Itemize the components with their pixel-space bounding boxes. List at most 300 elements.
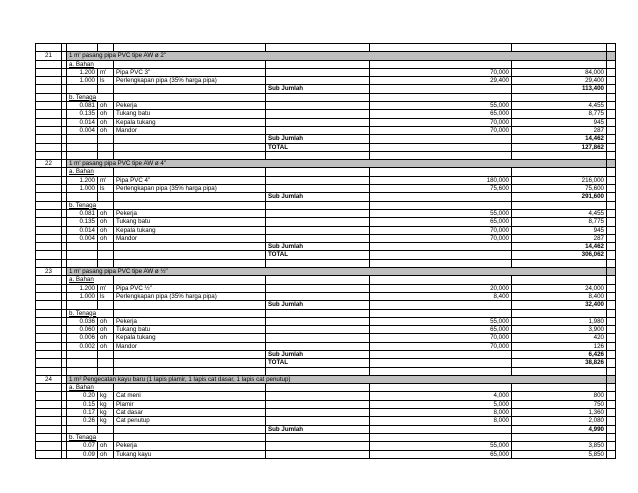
component-name: Perlengkapan pipa (35% harga pipa) [114, 292, 266, 300]
empty-cell [114, 193, 266, 201]
empty-cell [607, 425, 616, 433]
empty-cell [36, 276, 62, 284]
unit-price: 70,000 [370, 234, 512, 242]
unit-price: 65,000 [370, 450, 512, 458]
coefficient: 1.000 [67, 77, 98, 85]
empty-cell [370, 201, 512, 209]
total-value: 306,062 [512, 251, 607, 259]
subtotal-row [36, 243, 616, 251]
empty-cell [266, 259, 370, 267]
empty-cell [67, 350, 98, 358]
empty-cell [114, 93, 266, 101]
empty-cell [607, 234, 616, 242]
empty-cell [67, 143, 98, 151]
empty-cell [607, 367, 616, 375]
unit: oh [98, 234, 114, 242]
coefficient: 1.200 [67, 284, 98, 292]
empty-cell [36, 60, 62, 68]
subtotal-value: 14,462 [512, 135, 607, 143]
subtotal-value: 14,462 [512, 243, 607, 251]
empty-cell [98, 151, 114, 159]
unit-price: 20,000 [370, 284, 512, 292]
empty-cell [36, 185, 62, 193]
empty-cell [36, 251, 62, 259]
line-total: 3,900 [512, 326, 607, 334]
line-total: 29,400 [512, 77, 607, 85]
empty-cell [36, 425, 62, 433]
component-name: Pipa PVC ½" [114, 284, 266, 292]
unit-price: 65,000 [370, 326, 512, 334]
detail-row [36, 326, 616, 334]
empty-cell [266, 384, 370, 392]
empty-cell [266, 326, 370, 334]
unit-price: 70,000 [370, 118, 512, 126]
detail-row [36, 334, 616, 342]
subtotal-value: 4,990 [512, 425, 607, 433]
unit: oh [98, 118, 114, 126]
empty-cell [370, 309, 512, 317]
section-label-row [36, 93, 616, 101]
line-total: 3,850 [512, 442, 607, 450]
unit: oh [98, 326, 114, 334]
empty-cell [370, 425, 512, 433]
coefficient: 0.07 [67, 442, 98, 450]
empty-cell [512, 367, 607, 375]
line-total: 1,980 [512, 317, 607, 325]
empty-cell [512, 276, 607, 284]
component-name: Pipa PVC 3" [114, 68, 266, 76]
line-total: 24,000 [512, 284, 607, 292]
empty-cell [36, 93, 62, 101]
empty-cell [607, 276, 616, 284]
empty-cell [114, 85, 266, 93]
empty-cell [607, 292, 616, 300]
empty-cell [512, 151, 607, 159]
empty-cell [114, 259, 266, 267]
subtotal-label: Sub Jumlah [266, 243, 370, 251]
empty-cell [67, 243, 98, 251]
empty-cell [607, 93, 616, 101]
coefficient: 0.004 [67, 126, 98, 134]
detail-row [36, 284, 616, 292]
section-label-tenaga: b. Tenaga [67, 201, 114, 209]
empty-cell [266, 185, 370, 193]
empty-cell [114, 243, 266, 251]
empty-cell [370, 251, 512, 259]
empty-cell [67, 135, 98, 143]
empty-cell [512, 93, 607, 101]
empty-cell [98, 143, 114, 151]
empty-cell [370, 93, 512, 101]
unit: oh [98, 218, 114, 226]
component-name: Perlengkapan pipa (35% harga pipa) [114, 77, 266, 85]
empty-cell [98, 425, 114, 433]
empty-cell [266, 110, 370, 118]
total-row [36, 359, 616, 367]
unit: kg [98, 417, 114, 425]
detail-row [36, 68, 616, 76]
empty-cell [370, 359, 512, 367]
unit-price: 65,000 [370, 218, 512, 226]
empty-cell [607, 143, 616, 151]
detail-row [36, 234, 616, 242]
component-name: Plamir [114, 400, 266, 408]
unit-price: 70,000 [370, 126, 512, 134]
line-total: 216,000 [512, 176, 607, 184]
unit: ls [98, 77, 114, 85]
empty-cell [36, 201, 62, 209]
empty-cell [67, 301, 98, 309]
empty-cell [67, 425, 98, 433]
line-total: 8,775 [512, 110, 607, 118]
empty-cell [114, 433, 266, 441]
empty-cell [114, 251, 266, 259]
unit-price: 70,000 [370, 342, 512, 350]
empty-cell [36, 450, 62, 458]
empty-cell [607, 409, 616, 417]
empty-cell [98, 85, 114, 93]
empty-cell [512, 259, 607, 267]
empty-cell [36, 226, 62, 234]
empty-cell [607, 309, 616, 317]
detail-row [36, 102, 616, 110]
empty-cell [607, 251, 616, 259]
empty-cell [607, 168, 616, 176]
empty-cell [607, 442, 616, 450]
section-label-row [36, 168, 616, 176]
empty-cell [36, 301, 62, 309]
empty-cell [370, 259, 512, 267]
coefficient: 0.135 [67, 110, 98, 118]
empty-cell [607, 68, 616, 76]
section-label-row [36, 433, 616, 441]
line-total: 750 [512, 400, 607, 408]
empty-cell [114, 60, 266, 68]
empty-cell [512, 384, 607, 392]
empty-cell [98, 135, 114, 143]
empty-cell [607, 60, 616, 68]
detail-row [36, 176, 616, 184]
empty-cell [36, 126, 62, 134]
empty-cell [607, 359, 616, 367]
detail-row [36, 400, 616, 408]
line-total: 8,400 [512, 292, 607, 300]
empty-cell [266, 409, 370, 417]
detail-row [36, 442, 616, 450]
empty-cell [607, 433, 616, 441]
unit: oh [98, 442, 114, 450]
unit-price: 70,000 [370, 68, 512, 76]
empty-cell [607, 326, 616, 334]
component-name: Perlengkapan pipa (35% harga pipa) [114, 185, 266, 193]
unit-price: 8,400 [370, 292, 512, 300]
item-title: 1 m' pasang pipa PVC tipe AW ø ½" [67, 268, 607, 276]
component-name: Tukang batu [114, 218, 266, 226]
empty-cell [512, 433, 607, 441]
empty-cell [266, 417, 370, 425]
unit: oh [98, 110, 114, 118]
empty-cell [370, 135, 512, 143]
section-label-tenaga: b. Tenaga [67, 433, 114, 441]
unit-price: 75,600 [370, 185, 512, 193]
empty-cell [67, 359, 98, 367]
section-label-row [36, 276, 616, 284]
unit-price: 70,000 [370, 334, 512, 342]
unit-price: 5,000 [370, 400, 512, 408]
component-name: Cat meni [114, 392, 266, 400]
coefficient: 0.09 [67, 450, 98, 458]
unit: oh [98, 209, 114, 217]
total-label: TOTAL [266, 143, 370, 151]
unit: ls [98, 292, 114, 300]
empty-cell [607, 85, 616, 93]
component-name: Cat dasar [114, 409, 266, 417]
empty-cell [114, 425, 266, 433]
line-total: 1,360 [512, 409, 607, 417]
empty-cell [114, 350, 266, 358]
empty-cell [370, 243, 512, 251]
section-label-tenaga: b. Tenaga [67, 93, 114, 101]
empty-cell [36, 176, 62, 184]
item-title: 1 m² Pengecatan kayu baru (1 lapis plamir, 1 lapis cat dasar, 1 lapis cat penutup) [67, 375, 607, 383]
empty-cell [370, 301, 512, 309]
unit: oh [98, 226, 114, 234]
empty-cell [36, 317, 62, 325]
empty-cell [36, 409, 62, 417]
line-total: 287 [512, 234, 607, 242]
detail-row [36, 118, 616, 126]
subtotal-label: Sub Jumlah [266, 425, 370, 433]
empty-cell [114, 143, 266, 151]
empty-cell [607, 118, 616, 126]
empty-cell [370, 60, 512, 68]
empty-cell [36, 68, 62, 76]
empty-cell [36, 218, 62, 226]
detail-row [36, 126, 616, 134]
empty-cell [266, 102, 370, 110]
detail-row [36, 342, 616, 350]
empty-cell [370, 193, 512, 201]
empty-cell [266, 334, 370, 342]
item-number: 23 [36, 268, 62, 276]
empty-cell [36, 342, 62, 350]
detail-row [36, 417, 616, 425]
coefficient: 1.200 [67, 68, 98, 76]
empty-cell [266, 284, 370, 292]
empty-cell [266, 118, 370, 126]
section-label-row [36, 60, 616, 68]
coefficient: 0.15 [67, 400, 98, 408]
spacer-row [36, 44, 616, 52]
empty-cell [67, 44, 98, 52]
empty-cell [114, 384, 266, 392]
empty-cell [607, 151, 616, 159]
empty-cell [114, 135, 266, 143]
unit-price: 55,000 [370, 442, 512, 450]
empty-cell [607, 135, 616, 143]
line-total: 4,455 [512, 102, 607, 110]
empty-cell [607, 350, 616, 358]
coefficient: 0.17 [67, 409, 98, 417]
empty-cell [98, 259, 114, 267]
empty-cell [36, 292, 62, 300]
subtotal-label: Sub Jumlah [266, 350, 370, 358]
empty-cell [36, 384, 62, 392]
empty-cell [98, 350, 114, 358]
detail-row [36, 185, 616, 193]
empty-cell [36, 433, 62, 441]
empty-cell [607, 218, 616, 226]
subtotal-row [36, 350, 616, 358]
empty-cell [370, 143, 512, 151]
empty-cell [607, 317, 616, 325]
unit: oh [98, 126, 114, 134]
total-value: 38,826 [512, 359, 607, 367]
item-number: 24 [36, 375, 62, 383]
empty-cell [266, 168, 370, 176]
empty-cell [36, 193, 62, 201]
subtotal-label: Sub Jumlah [266, 301, 370, 309]
empty-cell [266, 442, 370, 450]
empty-cell [36, 334, 62, 342]
empty-cell [607, 375, 616, 383]
empty-cell [607, 44, 616, 52]
empty-cell [512, 44, 607, 52]
coefficient: 0.004 [67, 234, 98, 242]
empty-cell [607, 110, 616, 118]
unit-price: 55,000 [370, 102, 512, 110]
empty-cell [36, 284, 62, 292]
empty-cell [266, 367, 370, 375]
component-name: Pekerja [114, 317, 266, 325]
empty-cell [266, 342, 370, 350]
line-total: 945 [512, 226, 607, 234]
empty-cell [98, 359, 114, 367]
section-label-bahan: a. Bahan [67, 60, 114, 68]
detail-row [36, 317, 616, 325]
line-total: 4,455 [512, 209, 607, 217]
empty-cell [98, 251, 114, 259]
item-header-row [36, 375, 616, 383]
empty-cell [67, 151, 98, 159]
coefficient: 0.014 [67, 118, 98, 126]
subtotal-row [36, 193, 616, 201]
section-label-bahan: a. Bahan [67, 168, 114, 176]
unit: oh [98, 334, 114, 342]
empty-cell [67, 193, 98, 201]
empty-cell [98, 301, 114, 309]
empty-cell [36, 259, 62, 267]
component-name: Tukang kayu [114, 450, 266, 458]
detail-row [36, 292, 616, 300]
line-total: 945 [512, 118, 607, 126]
unit: oh [98, 102, 114, 110]
item-header-row [36, 268, 616, 276]
unit: m' [98, 176, 114, 184]
subtotal-label: Sub Jumlah [266, 85, 370, 93]
empty-cell [607, 77, 616, 85]
empty-cell [67, 85, 98, 93]
subtotal-row [36, 135, 616, 143]
empty-cell [370, 168, 512, 176]
empty-cell [607, 243, 616, 251]
empty-cell [512, 168, 607, 176]
coefficient: 0.002 [67, 342, 98, 350]
component-name: Pekerja [114, 442, 266, 450]
unit-price: 70,000 [370, 226, 512, 234]
empty-cell [36, 243, 62, 251]
unit: oh [98, 342, 114, 350]
section-label-bahan: a. Bahan [67, 276, 114, 284]
component-name: Mandor [114, 126, 266, 134]
coefficient: 0.135 [67, 218, 98, 226]
empty-cell [114, 276, 266, 284]
empty-cell [36, 392, 62, 400]
empty-cell [36, 417, 62, 425]
empty-cell [36, 309, 62, 317]
coefficient: 0.006 [67, 334, 98, 342]
empty-cell [114, 168, 266, 176]
empty-cell [607, 342, 616, 350]
unit-price: 4,000 [370, 392, 512, 400]
empty-cell [266, 234, 370, 242]
detail-row [36, 218, 616, 226]
empty-cell [266, 400, 370, 408]
empty-cell [370, 384, 512, 392]
subtotal-row [36, 85, 616, 93]
coefficient: 0.060 [67, 326, 98, 334]
line-total: 84,000 [512, 68, 607, 76]
unit: kg [98, 392, 114, 400]
component-name: Kepala tukang [114, 118, 266, 126]
empty-cell [266, 68, 370, 76]
empty-cell [607, 126, 616, 134]
empty-cell [266, 309, 370, 317]
coefficient: 0.26 [67, 417, 98, 425]
component-name: Pipa PVC 4" [114, 176, 266, 184]
detail-row [36, 226, 616, 234]
unit: m' [98, 284, 114, 292]
detail-row [36, 450, 616, 458]
empty-cell [370, 276, 512, 284]
empty-cell [266, 126, 370, 134]
empty-cell [266, 218, 370, 226]
item-number: 22 [36, 160, 62, 168]
empty-cell [98, 44, 114, 52]
empty-cell [266, 450, 370, 458]
detail-row [36, 409, 616, 417]
empty-cell [607, 185, 616, 193]
unit-price: 55,000 [370, 317, 512, 325]
empty-cell [266, 201, 370, 209]
empty-cell [512, 60, 607, 68]
coefficient: 1.000 [67, 292, 98, 300]
empty-cell [266, 77, 370, 85]
empty-cell [266, 392, 370, 400]
coefficient: 0.081 [67, 102, 98, 110]
spacer-row [36, 151, 616, 159]
empty-cell [370, 151, 512, 159]
line-total: 75,600 [512, 185, 607, 193]
unit-price: 180,000 [370, 176, 512, 184]
analysis-price-table [35, 43, 616, 459]
empty-cell [36, 85, 62, 93]
empty-cell [607, 268, 616, 276]
empty-cell [266, 226, 370, 234]
unit: ls [98, 185, 114, 193]
empty-cell [36, 326, 62, 334]
detail-row [36, 110, 616, 118]
